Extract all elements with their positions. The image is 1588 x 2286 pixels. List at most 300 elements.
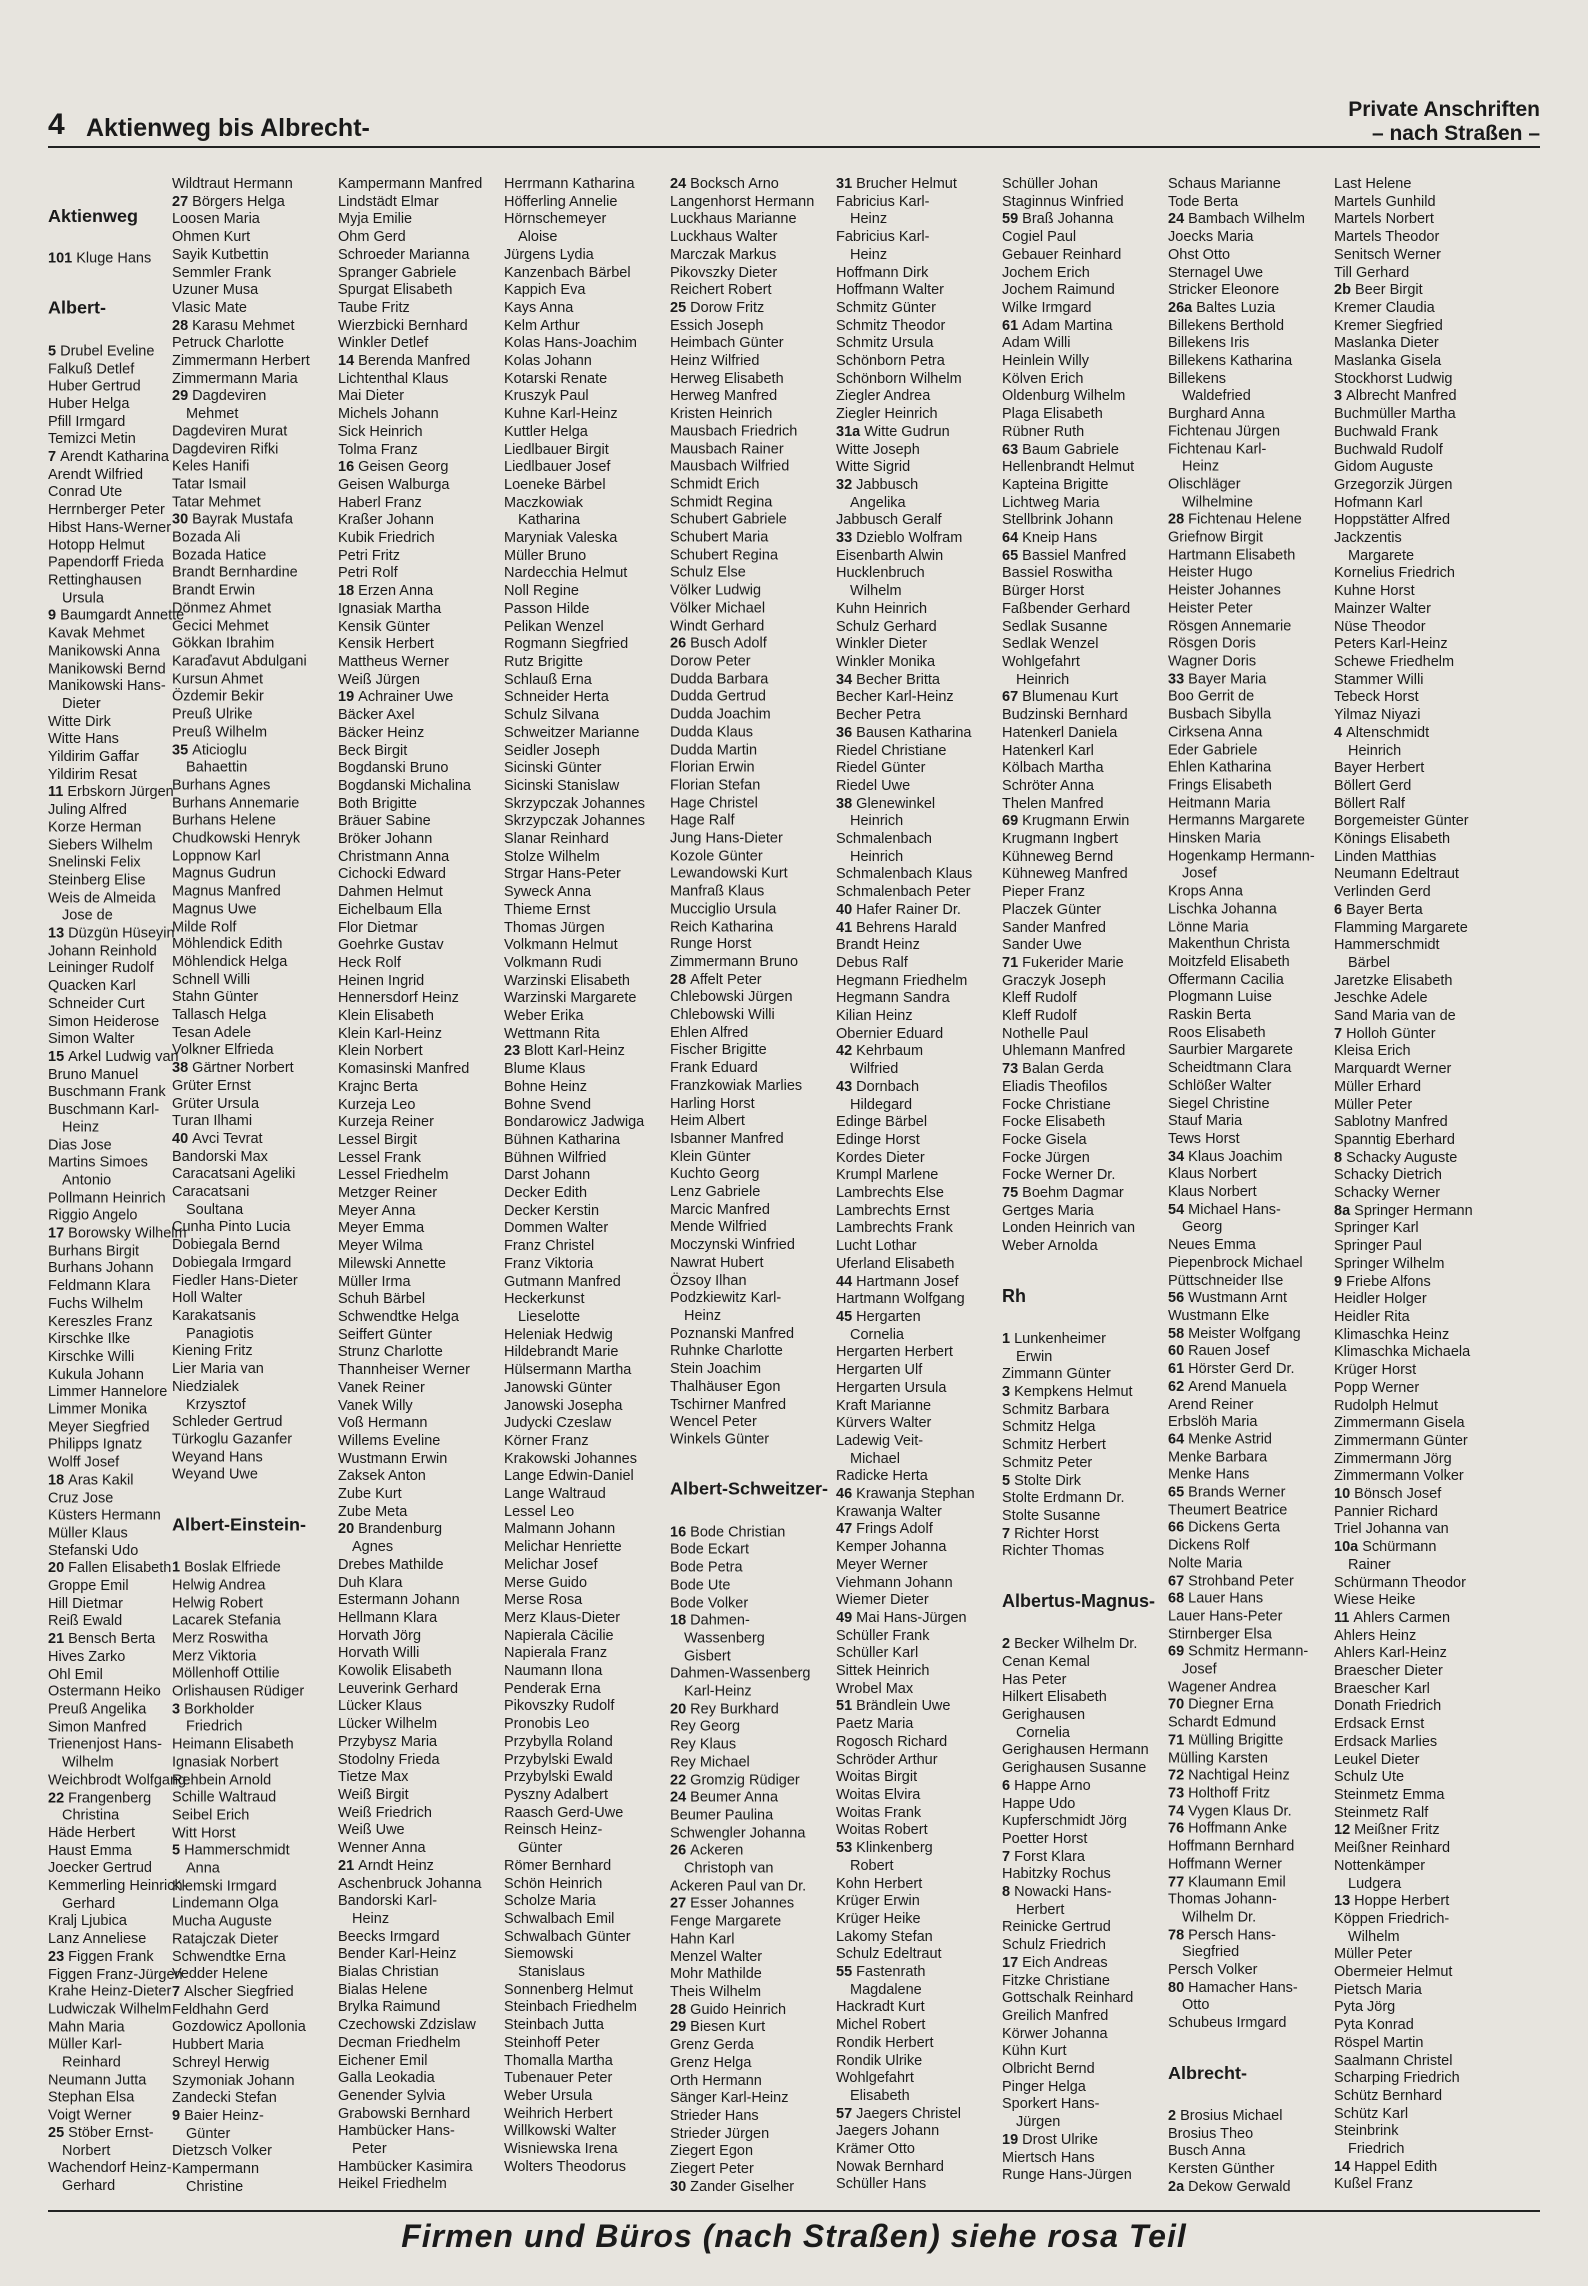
resident-entry: Feldmann Klara <box>48 1278 151 1295</box>
resident-entry: Özdemir Bekir <box>172 688 264 705</box>
resident-entry: Vlasic Mate <box>172 299 247 316</box>
resident-entry: 28 Affelt Peter <box>670 971 762 988</box>
resident-entry: Klimaschka Michaela <box>1334 1344 1471 1361</box>
entry-continuation: Gerhard <box>62 1895 116 1912</box>
resident-entry: 38 Glenewinkel <box>836 795 936 812</box>
resident-entry: Lönne Maria <box>1168 918 1249 935</box>
house-number: 40 <box>836 901 857 918</box>
resident-entry: Köppen Friedrich- <box>1334 1910 1450 1927</box>
resident-entry: Riedel Christiane <box>836 742 947 759</box>
resident-entry: Kürvers Walter <box>836 1415 932 1432</box>
resident-entry: 64 Menke Astrid <box>1168 1431 1272 1448</box>
resident-entry: Zimmermann Günter <box>1334 1432 1468 1449</box>
resident-entry: Pinger Helga <box>1002 2078 1086 2095</box>
house-number: 23 <box>48 1948 69 1965</box>
resident-entry: Weiß Friedrich <box>338 1804 432 1821</box>
street-heading: Albert- <box>48 298 106 318</box>
resident-entry: Lücker Klaus <box>338 1698 422 1715</box>
resident-entry: Poetter Horst <box>1002 1830 1088 1847</box>
resident-entry: Klaus Norbert <box>1168 1184 1257 1201</box>
resident-entry: Staginnus Winfried <box>1002 193 1124 210</box>
entry-continuation: Josef <box>1182 865 1217 882</box>
house-number: 2 <box>1168 2107 1181 2124</box>
resident-entry: Hergarten Herbert <box>836 1344 953 1361</box>
entry-continuation: Magdalene <box>850 1981 922 1998</box>
house-number: 13 <box>48 925 69 942</box>
resident-entry: Leininger Rudolf <box>48 960 154 977</box>
resident-entry: Sablotny Manfred <box>1334 1114 1448 1131</box>
resident-entry: Lauer Hans-Peter <box>1168 1608 1283 1625</box>
entry-continuation: Wilhelm Dr. <box>1182 1909 1257 1926</box>
resident-entry: Heckerkunst <box>504 1291 585 1308</box>
resident-entry: 6 Happe Arno <box>1002 1777 1091 1794</box>
resident-entry: Grüter Ernst <box>172 1077 251 1094</box>
resident-entry: Griefnow Birgit <box>1168 529 1264 546</box>
entry-continuation: Dieter <box>62 696 101 713</box>
resident-entry: Kuchto Georg <box>670 1166 760 1183</box>
entry-continuation: Waldefried <box>1182 388 1251 405</box>
resident-entry: 80 Hamacher Hans- <box>1168 1979 1298 1996</box>
resident-entry: Neumann Jutta <box>48 2072 147 2089</box>
resident-entry: Dudda Klaus <box>670 724 754 741</box>
resident-entry: Neumann Edeltraut <box>1334 866 1459 883</box>
resident-entry: Stahn Günter <box>172 989 259 1006</box>
resident-entry: 56 Wustmann Arnt <box>1168 1290 1288 1307</box>
resident-entry: Podzkiewitz Karl- <box>670 1290 782 1307</box>
resident-entry: Beumer Paulina <box>670 1807 774 1824</box>
resident-entry: Pyta Jörg <box>1334 1999 1396 2016</box>
house-number: 76 <box>1168 1820 1189 1837</box>
resident-entry: Strieder Jürgen <box>670 2125 770 2142</box>
resident-entry: Petri Rolf <box>338 565 398 582</box>
resident-entry: 7 Forst Klara <box>1002 1848 1086 1865</box>
entry-continuation: Christoph van <box>684 1860 774 1877</box>
entry-continuation: Panagiotis <box>186 1325 254 1342</box>
resident-entry: 38 Gärtner Norbert <box>172 1060 294 1077</box>
entry-continuation: Cornelia <box>1016 1724 1070 1741</box>
resident-entry: Mai Dieter <box>338 388 405 405</box>
house-number: 25 <box>670 299 691 316</box>
resident-entry: Raasch Gerd-Uwe <box>504 1804 624 1821</box>
resident-entry: Lessel Birgit <box>338 1131 417 1148</box>
resident-entry: Caracatsani Ageliki <box>172 1166 296 1183</box>
resident-entry: Woitas Robert <box>836 1822 928 1839</box>
resident-entry: Wisniewska Irena <box>504 2141 618 2158</box>
resident-entry: Turan Ilhami <box>172 1113 253 1130</box>
resident-entry: Myja Emilie <box>338 211 413 228</box>
resident-entry: 4 Altenschmidt <box>1334 724 1430 741</box>
house-number: 59 <box>1002 211 1023 228</box>
resident-entry: Kampermann Manfred <box>338 176 483 192</box>
resident-entry: Gecici Mehmet <box>172 618 269 635</box>
house-number: 9 <box>1334 1273 1347 1290</box>
resident-entry: Meyer Emma <box>338 1220 425 1237</box>
resident-entry: 7 Holloh Günter <box>1334 1025 1436 1042</box>
resident-entry: Mülling Karsten <box>1168 1750 1268 1767</box>
resident-entry: Eliadis Theofilos <box>1002 1078 1108 1095</box>
resident-entry: Karakatsanis <box>172 1307 256 1324</box>
resident-entry: Focke Christiane <box>1002 1096 1111 1113</box>
resident-entry: Huber Helga <box>48 396 130 413</box>
resident-entry: Makenthun Christa <box>1168 936 1290 953</box>
resident-entry: 22 Gromzig Rüdiger <box>670 1771 800 1788</box>
entry-continuation: Michael <box>850 1450 900 1467</box>
entry-continuation: Wilhelm <box>62 1754 114 1771</box>
house-number: 9 <box>48 607 61 624</box>
resident-entry: Marczak Markus <box>670 246 777 263</box>
resident-entry: Lindstädt Elmar <box>338 193 439 210</box>
resident-entry: 31 Brucher Helmut <box>836 176 957 192</box>
resident-entry: Hergarten Ursula <box>836 1379 947 1396</box>
resident-entry: Klaus Norbert <box>1168 1166 1257 1183</box>
house-number: 66 <box>1168 1520 1189 1537</box>
house-number: 13 <box>1334 1893 1355 1910</box>
resident-entry: Meyer Anna <box>338 1202 416 1219</box>
resident-entry: Mucha Auguste <box>172 1913 272 1930</box>
resident-entry: Krumpl Marlene <box>836 1167 939 1184</box>
house-number: 17 <box>1002 1954 1023 1971</box>
resident-entry: Chlebowski Willi <box>670 1007 775 1024</box>
resident-entry: 46 Krawanja Stephan <box>836 1486 975 1503</box>
resident-entry: Nawrat Hubert <box>670 1254 764 1271</box>
resident-entry: Strieder Hans <box>670 2107 759 2124</box>
resident-entry: 67 Blumenau Kurt <box>1002 689 1119 706</box>
resident-entry: Plogmann Luise <box>1168 989 1272 1006</box>
house-number: 36 <box>836 724 857 741</box>
resident-entry: Bandorski Karl- <box>338 1893 438 1910</box>
resident-entry: 33 Bayer Maria <box>1168 671 1267 688</box>
entry-continuation: Heinz <box>850 211 888 228</box>
resident-entry: 58 Meister Wolfgang <box>1168 1325 1301 1342</box>
resident-entry: 34 Klaus Joachim <box>1168 1148 1283 1165</box>
resident-entry: Thomalla Martha <box>504 2052 613 2069</box>
resident-entry: Debus Ralf <box>836 954 908 971</box>
resident-entry: Groppe Emil <box>48 1578 129 1595</box>
resident-entry: Bozada Ali <box>172 529 241 546</box>
resident-entry: Focke Elisabeth <box>1002 1114 1106 1131</box>
resident-entry: 5 Hammerschmidt <box>172 1842 290 1859</box>
resident-entry: Hubbert Maria <box>172 2037 264 2054</box>
resident-entry: Bode Ute <box>670 1577 731 1594</box>
house-number: 26a <box>1168 299 1197 316</box>
resident-entry: Lakomy Stefan <box>836 1928 933 1945</box>
resident-entry: Seidler Joseph <box>504 742 600 759</box>
house-number: 68 <box>1168 1590 1189 1607</box>
resident-entry: Ratajczak Dieter <box>172 1931 279 1948</box>
resident-entry: 20 Rey Burkhard <box>670 1701 779 1718</box>
resident-entry: Nüse Theodor <box>1334 618 1426 635</box>
house-number: 29 <box>670 2019 691 2036</box>
resident-entry: Komasinski Manfred <box>338 1061 470 1078</box>
resident-entry: Przybysz Maria <box>338 1733 438 1750</box>
resident-entry: Paetz Maria <box>836 1716 914 1733</box>
resident-entry: Flor Dietmar <box>338 919 418 936</box>
resident-entry: Greilich Manfred <box>1002 2007 1109 2024</box>
resident-entry: Schmitz Theodor <box>836 317 946 334</box>
resident-entry: 77 Klaumann Emil <box>1168 1873 1286 1890</box>
resident-entry: Schneider Curt <box>48 996 145 1012</box>
resident-entry: Edinge Horst <box>836 1131 920 1148</box>
resident-entry: Wettmann Rita <box>504 1025 600 1042</box>
resident-entry: 40 Avci Tevrat <box>172 1131 263 1148</box>
resident-entry: Lanz Anneliese <box>48 1931 147 1948</box>
resident-entry: Pyszny Adalbert <box>504 1786 608 1803</box>
resident-entry: Saurbier Margarete <box>1168 1042 1293 1059</box>
house-number: 33 <box>1168 671 1189 688</box>
resident-entry: Genender Sylvia <box>338 2087 446 2104</box>
resident-entry: 29 Biesen Kurt <box>670 2019 766 2036</box>
resident-entry: Bozada Hatice <box>172 547 267 564</box>
house-number: 67 <box>1002 689 1023 706</box>
entry-continuation: Soultana <box>186 1201 244 1218</box>
resident-entry: Rösgen Annemarie <box>1168 618 1292 635</box>
directory-column <box>1002 176 1166 2196</box>
resident-entry: Metzger Reiner <box>338 1185 438 1202</box>
resident-entry: Gutmann Manfred <box>504 1273 621 1290</box>
resident-entry: Bialas Helene <box>338 1981 428 1998</box>
resident-entry: Gerighausen <box>1002 1707 1086 1723</box>
resident-entry: Napierala Cäcilie <box>504 1627 614 1644</box>
resident-entry: Loppnow Karl <box>172 848 261 865</box>
resident-entry: Hellenbrandt Helmut <box>1002 459 1135 476</box>
resident-entry: Eichelbaum Ella <box>338 901 442 918</box>
resident-entry: Heck Rolf <box>338 954 401 971</box>
resident-entry: Müller Irma <box>338 1273 411 1290</box>
resident-entry: Ludwiczak Wilhelm <box>48 2001 172 2018</box>
resident-entry: Wencel Peter <box>670 1413 757 1430</box>
house-number: 23 <box>504 1043 525 1060</box>
resident-entry: Kursun Ahmet <box>172 671 264 688</box>
resident-entry: Schmitz Peter <box>1002 1454 1093 1471</box>
house-number: 15 <box>48 1048 69 1065</box>
resident-entry: Heleniak Hedwig <box>504 1326 613 1343</box>
resident-entry: Wagener Andrea <box>1168 1679 1277 1696</box>
resident-entry: Meißner Reinhard <box>1334 1840 1451 1857</box>
resident-entry: Zimmermann Volker <box>1334 1468 1464 1485</box>
resident-entry: Senitsch Werner <box>1334 246 1441 263</box>
house-number: 54 <box>1168 1201 1189 1218</box>
resident-entry: 2 Brosius Michael <box>1168 2107 1283 2124</box>
resident-entry: Ziegert Peter <box>670 2161 754 2178</box>
resident-entry: Beck Birgit <box>338 742 408 759</box>
entry-continuation: Georg <box>1182 1219 1223 1236</box>
house-number: 19 <box>338 689 359 706</box>
resident-entry: Schnell Willi <box>172 971 251 988</box>
resident-entry: Völker Ludwig <box>670 582 762 599</box>
resident-entry: Zimmermann Maria <box>172 370 298 387</box>
resident-entry: Bohne Svend <box>504 1096 592 1113</box>
resident-entry: Ziegler Heinrich <box>836 406 938 423</box>
resident-entry: Petri Fritz <box>338 547 401 564</box>
resident-entry: Korze Herman <box>48 819 142 836</box>
resident-entry: Bogdanski Michalina <box>338 777 471 794</box>
header-right-line1: Private Anschriften <box>1348 98 1540 121</box>
resident-entry: 2 Becker Wilhelm Dr. <box>1002 1636 1138 1653</box>
resident-entry: Noll Regine <box>504 583 579 600</box>
resident-entry: Jabbusch Geralf <box>836 512 942 529</box>
resident-entry: Müller Erhard <box>1334 1078 1422 1095</box>
resident-entry: Zaksek Anton <box>338 1468 426 1485</box>
resident-entry: Sicinski Stanislaw <box>504 777 620 794</box>
entry-continuation: Günter <box>518 1840 563 1857</box>
house-number: 4 <box>1334 724 1347 741</box>
resident-entry: Böllert Ralf <box>1334 795 1405 812</box>
resident-entry: Schütz Karl <box>1334 2105 1409 2122</box>
resident-entry: Kraßer Johann <box>338 512 434 529</box>
resident-entry: 26 Busch Adolf <box>670 635 767 652</box>
resident-entry: Simon Manfred <box>48 1719 147 1736</box>
resident-entry: 65 Brands Werner <box>1168 1484 1286 1501</box>
resident-entry: Heister Peter <box>1168 600 1253 617</box>
resident-entry: 75 Boehm Dagmar <box>1002 1185 1124 1202</box>
resident-entry: Kremer Claudia <box>1334 299 1435 316</box>
resident-entry: Heister Johannes <box>1168 582 1281 599</box>
resident-entry: 62 Arend Manuela <box>1168 1378 1287 1395</box>
resident-entry: Tesan Adele <box>172 1024 252 1041</box>
resident-entry: Müller Peter <box>1334 1946 1413 1963</box>
resident-entry: Kühneweg Bernd <box>1002 848 1114 865</box>
resident-entry: Ohst Otto <box>1168 246 1231 263</box>
resident-entry: Jaretzke Elisabeth <box>1334 972 1453 989</box>
resident-entry: Tatar Ismail <box>172 476 247 493</box>
house-number: 40 <box>172 1131 193 1148</box>
resident-entry: Stauf Maria <box>1168 1113 1243 1130</box>
resident-entry: Marquardt Werner <box>1334 1061 1452 1078</box>
house-number: 74 <box>1168 1803 1189 1820</box>
resident-entry: Erbslöh Maria <box>1168 1413 1258 1430</box>
directory-column <box>338 176 502 2196</box>
house-number: 101 <box>48 250 77 267</box>
directory-columns <box>48 176 1540 2196</box>
resident-entry: Focke Gisela <box>1002 1131 1087 1148</box>
entry-continuation: Wassenberg <box>684 1630 765 1647</box>
resident-entry: Feldhahn Gerd <box>172 2001 269 2018</box>
resident-entry: Londen Heinrich van <box>1002 1220 1136 1237</box>
resident-entry: Buschmann Frank <box>48 1084 166 1101</box>
resident-entry: Heinlein Willy <box>1002 353 1090 370</box>
resident-entry: Stefanski Udo <box>48 1542 139 1559</box>
resident-entry: Krüger Heike <box>836 1910 921 1927</box>
house-number: 3 <box>172 1701 185 1718</box>
resident-entry: Grzegorzik Jürgen <box>1334 476 1453 493</box>
resident-entry: Wrobel Max <box>836 1680 914 1697</box>
resident-entry: Uzuner Musa <box>172 282 259 299</box>
resident-entry: 61 Adam Martina <box>1002 317 1113 334</box>
resident-entry: Kelm Arthur <box>504 317 580 334</box>
resident-entry: Graczyk Joseph <box>1002 972 1106 989</box>
resident-entry: Voß Hermann <box>338 1415 428 1432</box>
resident-entry: Rösgen Doris <box>1168 635 1256 652</box>
resident-entry: Pfill Irmgard <box>48 413 126 430</box>
resident-entry: Fabricius Karl- <box>836 229 930 246</box>
house-number: 2a <box>1168 2178 1189 2195</box>
resident-entry: Körner Franz <box>504 1432 589 1449</box>
resident-entry: Hucklenbruch <box>836 565 925 582</box>
resident-entry: Hartmann Elisabeth <box>1168 547 1296 564</box>
resident-entry: Radicke Herta <box>836 1468 928 1485</box>
resident-entry: Philipps Ignatz <box>48 1437 143 1454</box>
resident-entry: Yildirim Resat <box>48 766 137 783</box>
house-number: 11 <box>48 784 68 801</box>
resident-entry: Pikovszky Dieter <box>670 264 778 281</box>
resident-entry: 63 Baum Gabriele <box>1002 441 1119 458</box>
resident-entry: Kuhne Karl-Heinz <box>504 406 618 423</box>
resident-entry: Judycki Czeslaw <box>504 1415 612 1432</box>
resident-entry: Schmitz Günter <box>836 299 936 316</box>
resident-entry: Schönborn Wilhelm <box>836 370 962 387</box>
resident-entry: Lacarek Stefania <box>172 1612 281 1629</box>
house-number: 62 <box>1168 1378 1189 1395</box>
resident-entry: 51 Brändlein Uwe <box>836 1698 951 1715</box>
page-title: Aktienweg bis Albrecht- <box>86 114 370 142</box>
house-number: 14 <box>1334 2158 1355 2175</box>
resident-entry: Sporkert Hans- <box>1002 2096 1100 2113</box>
resident-entry: 20 Brandenburg <box>338 1521 443 1538</box>
street-heading: Albert-Schweitzer- <box>670 1479 829 1500</box>
resident-entry: Volkner Elfrieda <box>172 1042 274 1059</box>
resident-entry: Decker Edith <box>504 1185 588 1202</box>
entry-continuation: Heinz <box>1182 458 1220 475</box>
resident-entry: Tolma Franz <box>338 441 418 458</box>
resident-entry: Busbach Sibylla <box>1168 706 1272 723</box>
house-number: 29 <box>172 388 193 405</box>
house-number: 53 <box>836 1840 857 1857</box>
resident-entry: Merse Rosa <box>504 1592 583 1609</box>
resident-entry: Grüter Ursula <box>172 1095 260 1112</box>
resident-entry: Moitzfeld Elisabeth <box>1168 954 1290 971</box>
resident-entry: Gebauer Reinhard <box>1002 246 1122 263</box>
resident-entry: Thannheiser Werner <box>338 1362 470 1379</box>
resident-entry: Busch Anna <box>1168 2143 1246 2160</box>
resident-entry: Stricker Eleonore <box>1168 282 1280 299</box>
resident-entry: Kristen Heinrich <box>670 405 773 422</box>
resident-entry: Spanntig Eberhard <box>1334 1131 1455 1148</box>
resident-entry: Püttschneider Ilse <box>1168 1272 1284 1289</box>
resident-entry: Preuß Ulrike <box>172 706 253 723</box>
house-number: 7 <box>48 449 61 466</box>
resident-entry: Zimmermann Herbert <box>172 352 310 369</box>
resident-entry: Schön Heinrich <box>504 1875 603 1892</box>
resident-entry: Hellmann Klara <box>338 1609 438 1626</box>
directory-column <box>172 176 336 2196</box>
resident-entry: Chlebowski Jürgen <box>670 989 793 1006</box>
resident-entry: Rey Klaus <box>670 1736 737 1753</box>
resident-entry: Martels Theodor <box>1334 229 1440 246</box>
resident-entry: 8a Springer Hermann <box>1334 1202 1473 1219</box>
resident-entry: Peters Karl-Heinz <box>1334 636 1448 653</box>
house-number: 63 <box>1002 441 1023 458</box>
resident-entry: Grabowski Bernhard <box>338 2105 471 2122</box>
resident-entry: Fenge Margarete <box>670 1913 782 1930</box>
resident-entry: Völker Michael <box>670 600 766 617</box>
resident-entry: Bogdanski Bruno <box>338 760 449 777</box>
resident-entry: Preuß Angelika <box>48 1701 147 1718</box>
resident-entry: Christmann Anna <box>338 848 450 865</box>
resident-entry: Steinbach Jutta <box>504 2017 604 2034</box>
resident-entry: Haberl Franz <box>338 494 422 511</box>
resident-entry: Burhans Annemarie <box>172 794 300 811</box>
resident-entry: Schacky Dietrich <box>1334 1167 1442 1184</box>
resident-entry: Arendt Wilfried <box>48 466 144 483</box>
resident-entry: Cichocki Edward <box>338 866 446 883</box>
resident-entry: 3 Kempkens Helmut <box>1002 1384 1133 1401</box>
resident-entry: Malmann Johann <box>504 1521 616 1538</box>
directory-column <box>670 176 834 2196</box>
resident-entry: Tubenauer Peter <box>504 2070 613 2087</box>
resident-entry: Decman Friedhelm <box>338 2034 461 2051</box>
resident-entry: Szymoniak Johann <box>172 2072 295 2089</box>
resident-entry: Tallasch Helga <box>172 1007 267 1024</box>
